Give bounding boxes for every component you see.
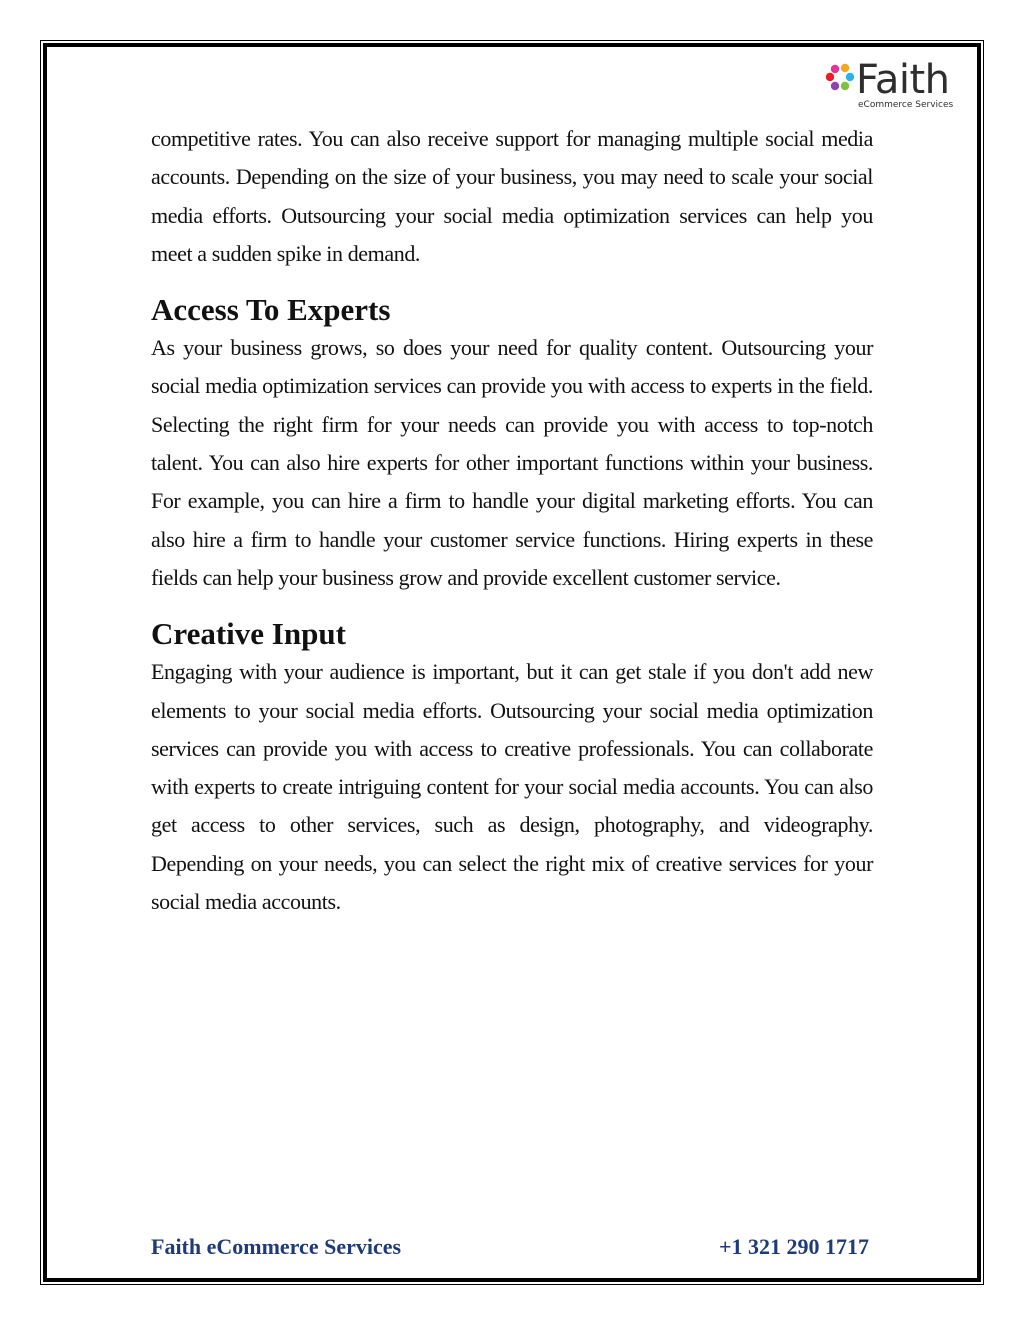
section-heading-access-to-experts: Access To Experts	[151, 292, 391, 328]
section-heading-creative-input: Creative Input	[151, 616, 346, 652]
intro-paragraph: competitive rates. You can also receive support for managing multiple social media accounts. Depending on the size of your business, you may need to scale your social media efforts. Outsourcing your social media optimization services can help you meet a sudden spike in demand.	[151, 126, 873, 266]
logo-tagline: eCommerce Services	[858, 100, 954, 110]
footer-company-name: Faith eCommerce Services	[151, 1234, 402, 1259]
page-footer	[151, 1234, 873, 1266]
logo-wordmark: Faith	[856, 57, 950, 103]
document-body	[151, 120, 873, 921]
section-body-creative-input: Engaging with your audience is important, but it can get stale if you don't add new elements to your social media efforts. Outsourcing your social media optimization services can provide you with access to creative professionals. You can collaborate with experts to create intriguing content for your social media accounts. You can also get access to other services, such as design, photography, and videography. Depending on your needs, you can select the right mix of creative services for your social media accounts.	[151, 659, 873, 915]
section-body-access-to-experts: As your business grows, so does your need for quality content. Outsourcing your social media optimization services can provide you with access to experts in the field. Selecting the right firm for your needs can provide you with access to top-notch talent. You can also hire experts for other important functions within your business. For example, you can hire a firm to handle your digital marketing efforts. You can also hire a firm to handle your customer service functions. Hiring experts in these fields can help your business grow and provide excellent customer service.	[151, 335, 873, 590]
flower-logo-icon	[826, 62, 856, 98]
faith-logo	[826, 58, 966, 114]
footer-phone-number: +1 321 290 1717	[718, 1234, 869, 1259]
